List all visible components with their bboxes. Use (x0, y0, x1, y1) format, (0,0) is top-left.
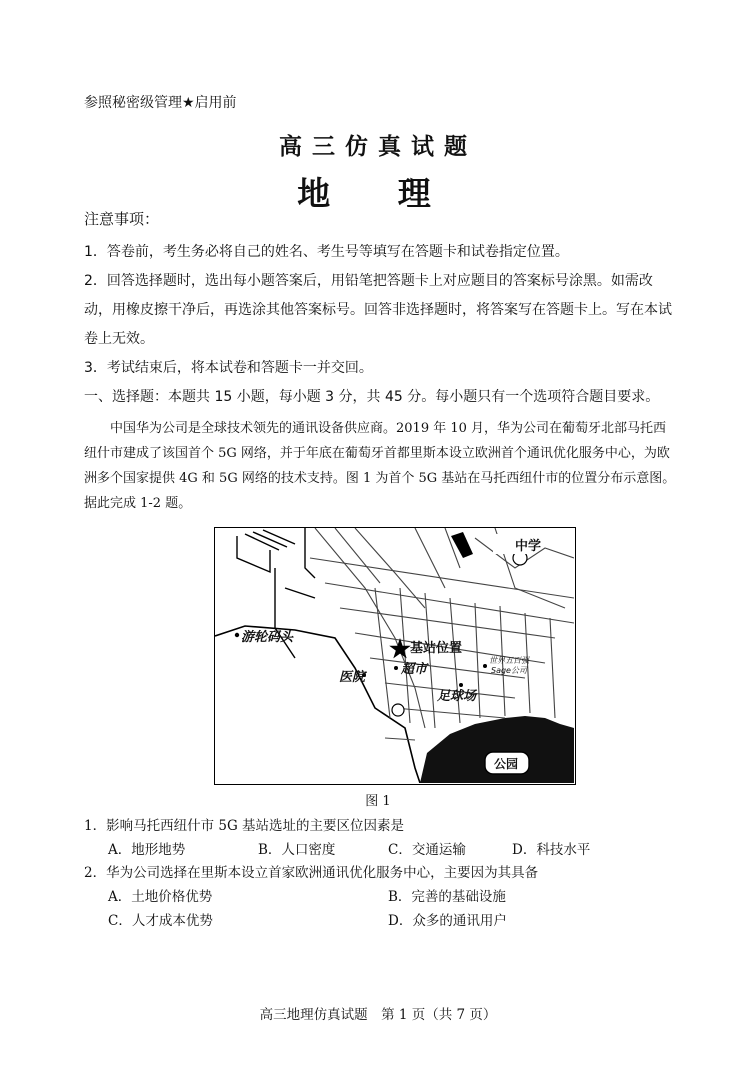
note-item-2: 2．回答选择题时，选出每小题答案后，用铅笔把答题卡上对应题目的答案标号涂黑。如需改动，用橡皮擦干净后，再选涂其他答案标号。回答非选择题时，将答案写在答题卡上。写在本试卷上无效。 (84, 273, 672, 347)
question-2-option-a: A．土地价格优势 (108, 889, 213, 905)
question-intro-paragraph: 中国华为公司是全球技术领先的通讯设备供应商。2019 年 10 月，华为公司在葡萄牙北部马托西纽什市建成了该国首个 5G 网络，并于年底在葡萄牙首都里斯本设立欧洲首个通讯优化服务中心，为欧洲多个国家提供 4G 和 5G 网络的技术支持。图 1 为首个 5G 基站在马托西纽什市的位置分布示意图。据此完成 1-2 题。 (84, 421, 676, 511)
map-label-park: 公园 (494, 757, 519, 771)
map-label-hospital: 医院 (339, 670, 366, 685)
question-2-option-b: B．完善的基础设施 (388, 889, 506, 905)
map-label-supermarket: 超市 (401, 662, 428, 677)
map-label-stadium: 足球场 (437, 689, 477, 704)
question-2-stem: 2．华为公司选择在里斯本设立首家欧洲通讯优化服务中心，主要因为其具备 (84, 865, 539, 881)
map-label-company (489, 656, 529, 676)
page-footer: 高三地理仿真试题 第 1 页（共 7 页） (259, 1007, 497, 1023)
figure-caption: 图 1 (365, 794, 391, 809)
question-1-option-d: D．科技水平 (512, 842, 591, 858)
section-heading: 一、选择题：本题共 15 小题，每小题 3 分，共 45 分。每小题只有一个选项符合题目要求。 (84, 389, 660, 405)
map-label-company-line2: Sage公司 (491, 666, 527, 675)
map-label-station: 基站位置 (410, 641, 463, 656)
map-label-pier: 游轮码头 (241, 630, 294, 645)
note-item-1: 1．答卷前，考生务必将自己的姓名、考生号等填写在答题卡和试卷指定位置。 (84, 244, 569, 260)
notes-heading: 注意事项： (84, 210, 160, 228)
question-1-stem: 1．影响马托西纽什市 5G 基站选址的主要区位因素是 (84, 818, 405, 834)
question-2-option-c: C．人才成本优势 (108, 913, 213, 929)
road-network (310, 528, 574, 740)
question-1-option-a: A．地形地势 (108, 842, 186, 858)
subject-title: 地 理 (297, 174, 459, 213)
exam-title: 高三仿真试题 (279, 133, 477, 160)
station-location-map (214, 527, 576, 785)
note-item-3: 3．考试结束后，将本试卷和答题卡一并交回。 (84, 360, 373, 376)
question-2-option-d: D．众多的通讯用户 (388, 913, 507, 929)
map-label-company-line1: 世界五百强 (489, 656, 529, 665)
question-1-option-c: C．交通运输 (388, 842, 466, 858)
map-label-school: 中学 (515, 539, 542, 554)
question-1-option-b: B．人口密度 (258, 842, 336, 858)
confidentiality-label: 参照秘密级管理★启用前 (84, 95, 237, 111)
